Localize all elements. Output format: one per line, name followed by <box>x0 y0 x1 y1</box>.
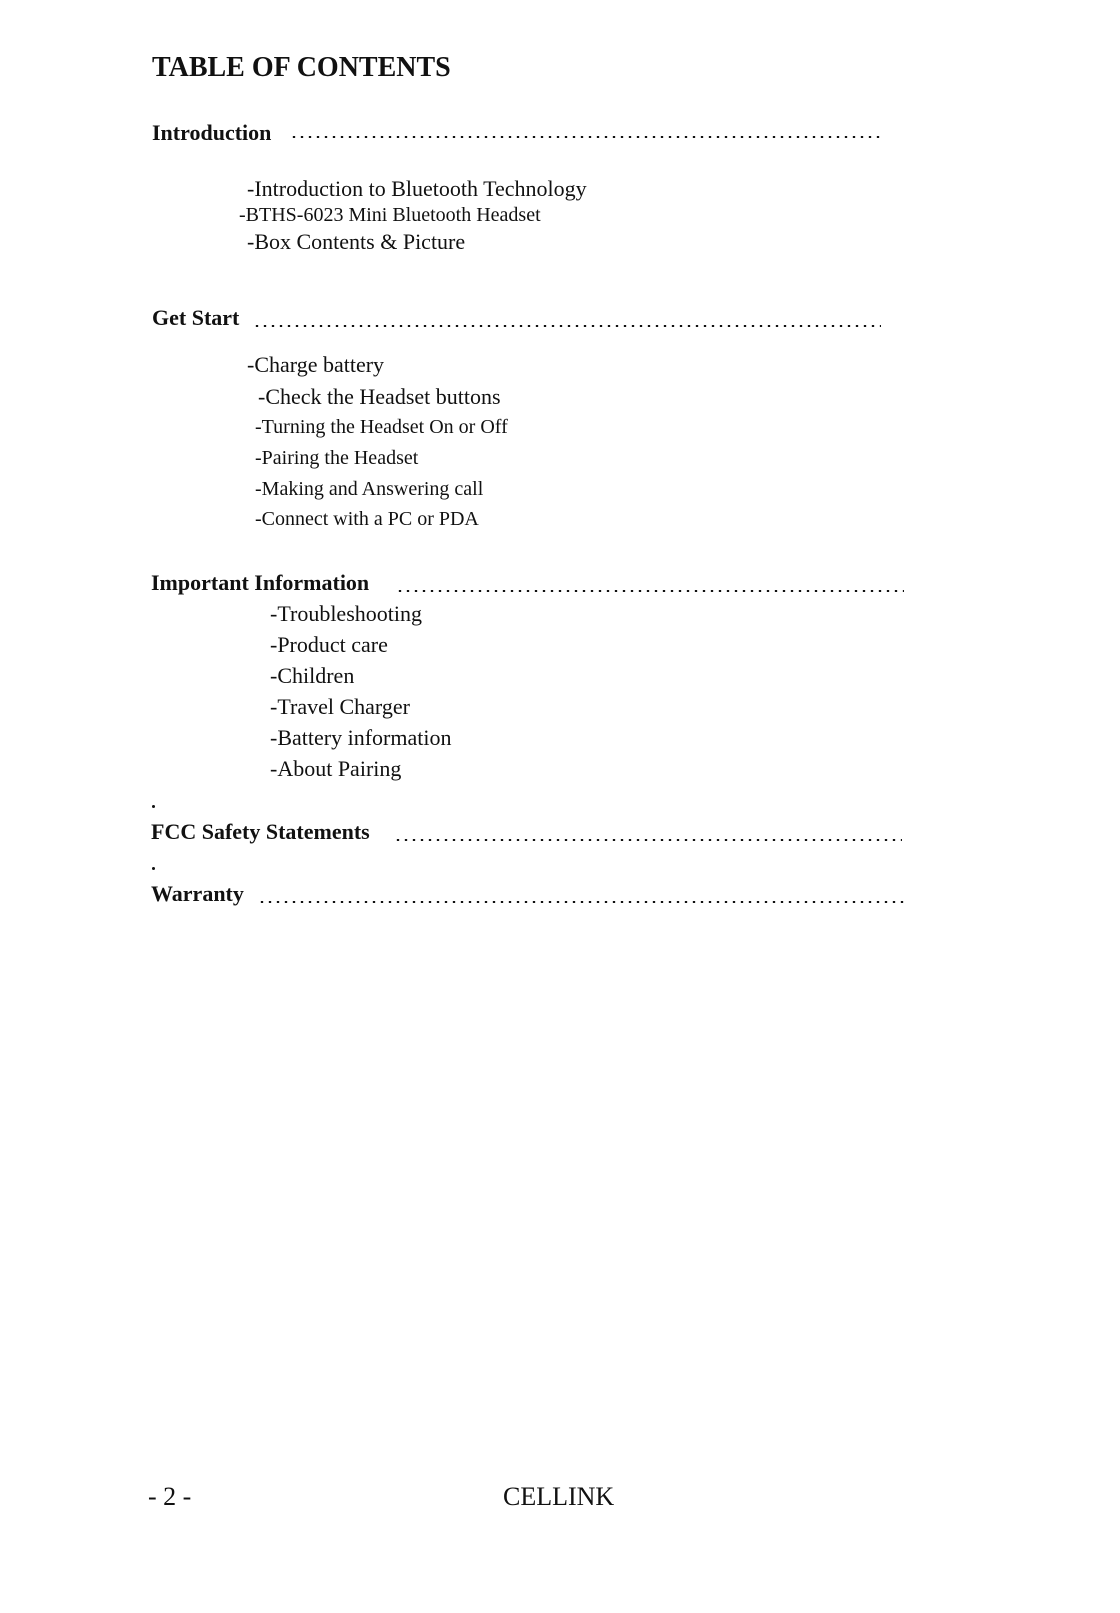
toc-heading-warranty: Warranty <box>151 881 244 906</box>
toc-item: -BTHS-6023 Mini Bluetooth Headset <box>239 204 541 226</box>
toc-item: -Children <box>270 663 355 688</box>
toc-item: -About Pairing <box>270 756 402 781</box>
toc-heading-introduction: Introduction <box>152 120 272 145</box>
dot-leader <box>253 325 881 327</box>
toc-item: -Connect with a PC or PDA <box>255 508 479 530</box>
dot-leader <box>290 136 882 138</box>
page-number: - 2 - <box>148 1482 192 1511</box>
toc-item: -Product care <box>270 632 388 657</box>
toc-item: -Travel Charger <box>270 694 410 719</box>
toc-item: -Pairing the Headset <box>255 447 419 469</box>
toc-item: -Making and Answering call <box>255 478 484 500</box>
toc-heading-important-information: Important Information <box>151 570 370 595</box>
toc-item: -Check the Headset buttons <box>258 384 501 409</box>
footer-brand: CELLINK <box>503 1482 615 1511</box>
page-title: TABLE OF CONTENTS <box>152 52 451 83</box>
toc-item: -Troubleshooting <box>270 601 422 626</box>
dot-leader <box>396 590 904 592</box>
toc-item: -Box Contents & Picture <box>247 229 466 254</box>
dot-leader <box>258 901 908 903</box>
toc-item: -Introduction to Bluetooth Technology <box>247 176 587 201</box>
toc-item: -Charge battery <box>247 352 385 377</box>
toc-item: -Battery information <box>270 725 452 750</box>
stray-dot <box>152 805 155 808</box>
stray-dot <box>152 867 155 870</box>
dot-leader <box>394 839 902 841</box>
toc-item: -Turning the Headset On or Off <box>255 416 508 438</box>
toc-heading-fcc-safety-statements: FCC Safety Statements <box>151 819 370 844</box>
toc-heading-get-start: Get Start <box>152 305 240 330</box>
